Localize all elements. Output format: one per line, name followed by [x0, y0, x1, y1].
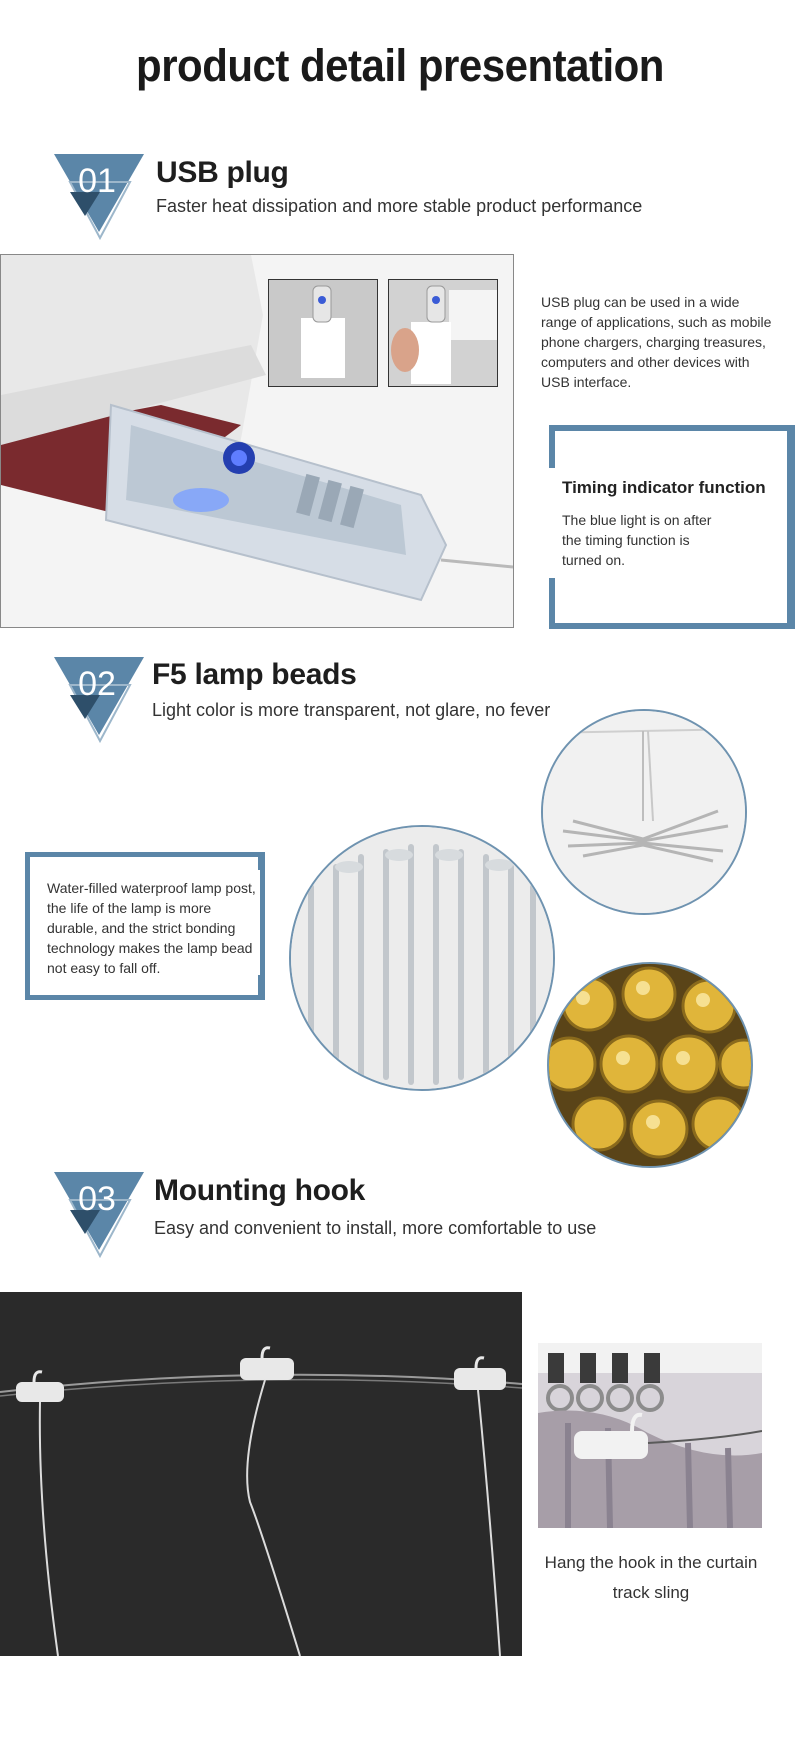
usb-inset-photo-2 [388, 279, 498, 387]
section-number: 01 [78, 162, 116, 200]
usb-inset-photo-1 [268, 279, 378, 387]
feature-title: Timing indicator function [562, 478, 766, 497]
lamp-strand-photo [541, 709, 747, 915]
section-number-badge [50, 152, 150, 242]
lamp-bundle-photo [289, 825, 555, 1091]
lamp-description: Water-filled waterproof lamp post, the life of the lamp is more durable, and the strict bonding technology makes the lamp bead not easy to fall off. [47, 880, 256, 976]
page-title: product detail presentation [136, 40, 664, 91]
usb-description: USB plug can be used in a wide range of applications, such as mobile phone chargers, charging treasures, computers and other devices with USB interface. [541, 294, 772, 390]
mounting-hook-photo [0, 1292, 522, 1656]
section-title: USB plug [156, 156, 289, 189]
curtain-track-photo [538, 1343, 762, 1528]
hook-caption: Hang the hook in the curtain track sling [544, 1553, 758, 1602]
frame-gap [545, 468, 559, 578]
section-number: 03 [78, 1180, 116, 1218]
lamp-bead-closeup-photo [547, 962, 753, 1168]
section-subtitle: Easy and convenient to install, more comfortable to use [154, 1218, 597, 1238]
section-subtitle: Faster heat dissipation and more stable product performance [156, 196, 643, 216]
section-title: F5 lamp beads [152, 658, 357, 691]
section-number: 02 [78, 665, 116, 703]
feature-text: The blue light is on after the timing function is turned on. [562, 512, 712, 568]
section-number-badge [50, 655, 150, 745]
section-title: Mounting hook [154, 1174, 366, 1207]
section-subtitle: Light color is more transparent, not glare, no fever [152, 700, 551, 720]
section-number-badge [50, 1170, 150, 1260]
